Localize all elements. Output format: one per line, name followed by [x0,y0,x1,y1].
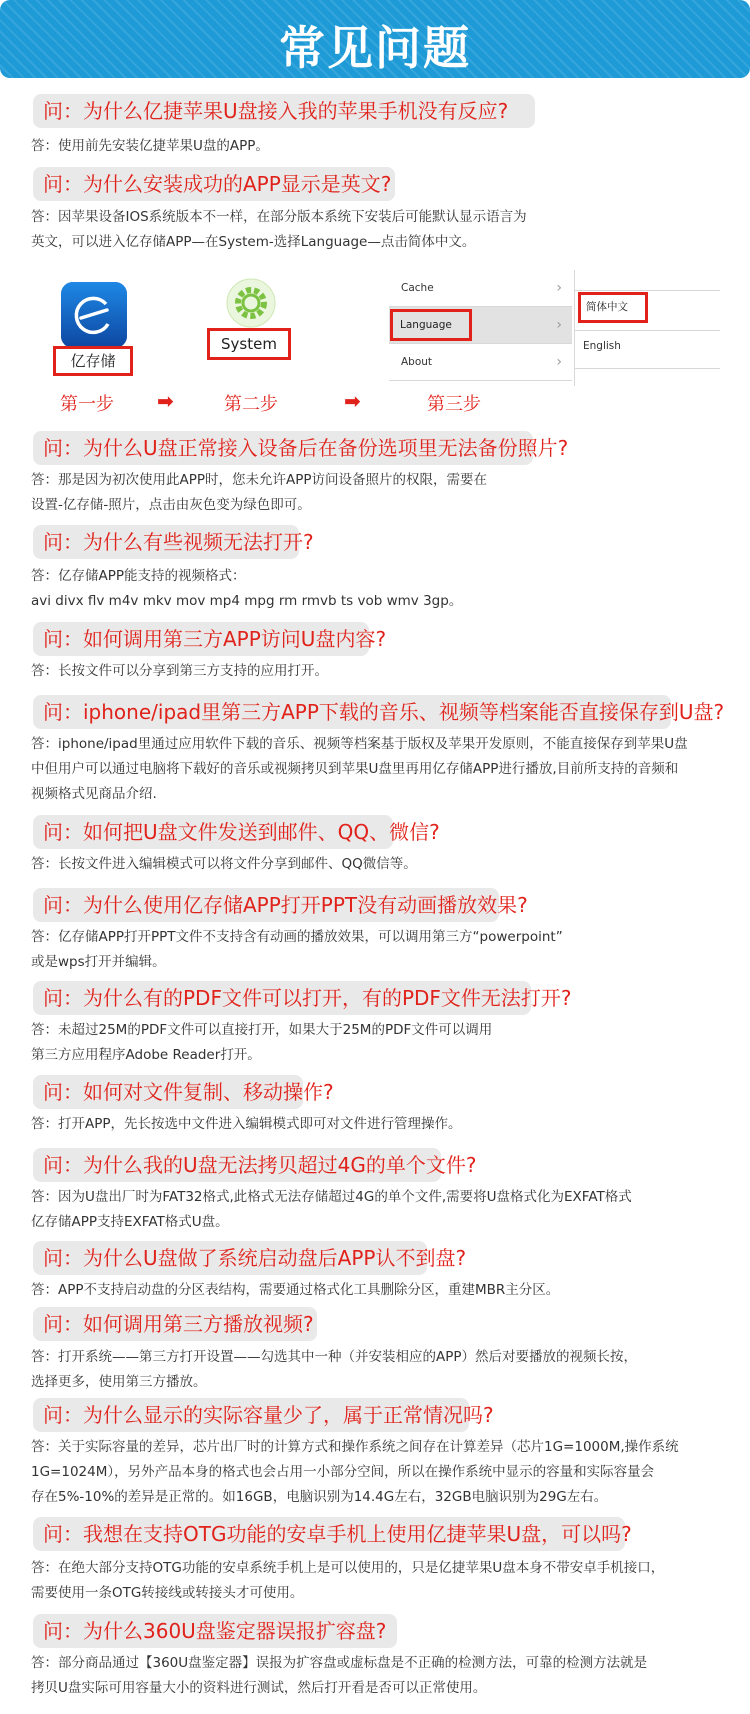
arrow-right-icon: ➡ [344,389,361,413]
faq-answer-line: 拷贝U盘实际可用容量大小的资料进行测试，然后打开看是否可以正常使用。 [31,1680,487,1696]
faq-question-12: 问：如何调用第三方播放视频? [33,1307,317,1341]
faq-answer-line: 答：在绝大部分支持OTG功能的安卓系统手机上是可以使用的，只是亿捷苹果U盘本身不带安卓手机接口， [31,1560,665,1576]
faq-answer-line: 答：未超过25M的PDF文件可以直接打开，如果大于25M的PDF文件可以调用 [31,1022,493,1038]
faq-answer-6 [31,852,721,877]
faq-question-13: 问：为什么显示的实际容量少了，属于正常情况吗? [33,1398,469,1432]
language-label-box: Language [390,309,472,341]
faq-answer-line: 答：关于实际容量的差异，芯片出厂时的计算方式和操作系统之间存在计算差异（芯片1G=1000M,操作系统 [31,1439,679,1455]
step-3-label: 第三步 [427,394,481,415]
faq-answer-9 [31,1112,721,1137]
faq-answer-line: 答：打开系统——第三方打开设置——勾选其中一种（并安装相应的APP）然后对要播放的视频长按， [31,1349,638,1365]
faq-question-11: 问：为什么U盘做了系统启动盘后APP认不到盘? [33,1241,427,1275]
faq-answer-line: 需要使用一条OTG转接线或转接头才可使用。 [31,1585,304,1601]
faq-answer-line: 选择更多，使用第三方播放。 [31,1374,207,1390]
faq-answer-line: 答：那是因为初次使用此APP时，您未允许APP访问设备照片的权限，需要在 [31,472,488,488]
faq-answer-line: 亿存储APP支持EXFAT格式U盘。 [31,1214,229,1230]
faq-answer-13 [31,1435,721,1510]
step-1-label: 第一步 [60,394,114,415]
faq-answer-line: 英文，可以进入亿存储APP—在System-选择Language—点击简体中文。 [31,234,476,250]
faq-question-7: 问：为什么使用亿存储APP打开PPT没有动画播放效果? [33,888,499,922]
faq-answer-line: 答：使用前先安装亿捷苹果U盘的APP。 [31,138,269,154]
step-2-label: 第二步 [224,394,278,415]
faq-question-15: 问：为什么360U盘鉴定器误报扩容盘? [33,1614,397,1648]
faq-answer-line: 答：因为U盘出厂时为FAT32格式,此格式无法存储超过4G的单个文件,需要将U盘格式化为EXFAT格式 [31,1189,632,1205]
divider [574,330,720,331]
faq-question-0: 问：为什么亿捷苹果U盘接入我的苹果手机没有反应? [33,94,535,128]
gear-icon [225,277,277,329]
faq-answer-3 [31,564,721,614]
app-label-box: 亿存储 [53,346,133,376]
faq-question-8: 问：为什么有的PDF文件可以打开，有的PDF文件无法打开? [33,981,531,1015]
divider [389,306,572,307]
faq-answer-line: 第三方应用程序Adobe Reader打开。 [31,1047,261,1063]
faq-question-9: 问：如何对文件复制、移动操作? [33,1075,303,1109]
faq-answer-2 [31,468,721,518]
system-label-box: System [207,328,291,360]
divider [574,368,720,369]
faq-answer-line: 设置-亿存储-照片，点击由灰色变为绿色即可。 [31,497,311,513]
faq-answer-line: 答：长按文件可以分享到第三方支持的应用打开。 [31,663,328,679]
faq-answer-line: 答：iphone/ipad里通过应用软件下载的音乐、视频等档案基于版权及苹果开发原则，不能直接保存到苹果U盘 [31,736,688,752]
faq-question-3: 问：为什么有些视频无法打开? [33,525,299,559]
faq-answer-15 [31,1651,721,1701]
app-logo-icon [61,282,127,348]
faq-answer-line: 答：因苹果设备IOS系统版本不一样，在部分版本系统下安装后可能默认显示语言为 [31,209,527,225]
faq-answer-7 [31,925,721,975]
faq-question-1: 问：为什么安装成功的APP显示是英文? [33,167,395,201]
faq-answer-4 [31,659,721,684]
faq-answer-10 [31,1185,721,1235]
arrow-right-icon: ➡ [157,389,174,413]
faq-answer-line: 中但用户可以通过电脑将下载好的音乐或视频拷贝到苹果U盘里再用亿存储APP进行播放,目前所支持的音频和 [31,761,679,777]
faq-answer-line: 答：长按文件进入编辑模式可以将文件分享到邮件、QQ微信等。 [31,856,417,872]
faq-answer-14 [31,1556,721,1606]
faq-question-10: 问：为什么我的U盘无法拷贝超过4G的单个文件? [33,1148,441,1182]
faq-question-2: 问：为什么U盘正常接入设备后在备份选项里无法备份照片? [33,431,533,465]
faq-answer-line: 答：打开APP，先长按选中文件进入编辑模式即可对文件进行管理操作。 [31,1116,462,1132]
faq-answer-0 [31,134,721,159]
menu-row-about[interactable] [389,344,572,380]
chevron-right-icon: › [556,354,562,370]
page-title: 常见问题 [279,21,471,75]
faq-answer-11 [31,1278,721,1303]
chevron-right-icon: › [556,317,562,333]
faq-question-14: 问：我想在支持OTG功能的安卓手机上使用亿捷苹果U盘，可以吗? [33,1517,625,1551]
menu-label: About [401,356,433,368]
app-icon [61,282,127,348]
faq-answer-line: 1G=1024M），另外产品本身的格式也会占用一小部分空间，所以在操作系统中显示的容量和实际容量会 [31,1464,655,1480]
faq-answer-line: 或是wps打开并编辑。 [31,954,166,970]
faq-question-4: 问：如何调用第三方APP访问U盘内容? [33,622,369,656]
faq-answer-5 [31,732,721,807]
menu-row-cache[interactable] [389,270,572,306]
faq-answer-line: 存在5%-10%的差异是正常的。如16GB，电脑识别为14.4G左右，32GB电脑识别为29G左右。 [31,1489,608,1505]
faq-answer-8 [31,1018,721,1068]
divider [389,380,572,381]
faq-answer-line: avi divx flv m4v mkv mov mp4 mpg rm rmvb ts vob wmv 3gp。 [31,593,463,609]
faq-answer-12 [31,1345,721,1395]
header-banner [0,0,750,78]
divider [389,343,572,344]
english-option[interactable]: English [583,340,621,352]
menu-label: Cache [401,282,434,294]
chevron-right-icon: › [556,280,562,296]
faq-answer-line: 答：亿存储APP能支持的视频格式： [31,568,246,584]
faq-answer-1 [31,205,721,255]
faq-question-5: 问：iphone/ipad里第三方APP下载的音乐、视频等档案能否直接保存到U盘? [33,695,671,729]
faq-answer-line: 答：APP不支持启动盘的分区表结构，需要通过格式化工具删除分区，重建MBR主分区。 [31,1282,560,1298]
faq-answer-line: 答：亿存储APP打开PPT文件不支持含有动画的播放效果，可以调用第三方“powerpoint” [31,929,563,945]
simplified-chinese-box: 简体中文 [578,292,648,323]
faq-answer-line: 答：部分商品通过【360U盘鉴定器】误报为扩容盘或虚标盘是不正确的检测方法，可靠的检测方法就是 [31,1655,648,1671]
faq-question-6: 问：如何把U盘文件发送到邮件、QQ、微信? [33,815,393,849]
faq-answer-line: 视频格式见商品介绍. [31,786,157,802]
divider [574,290,720,291]
